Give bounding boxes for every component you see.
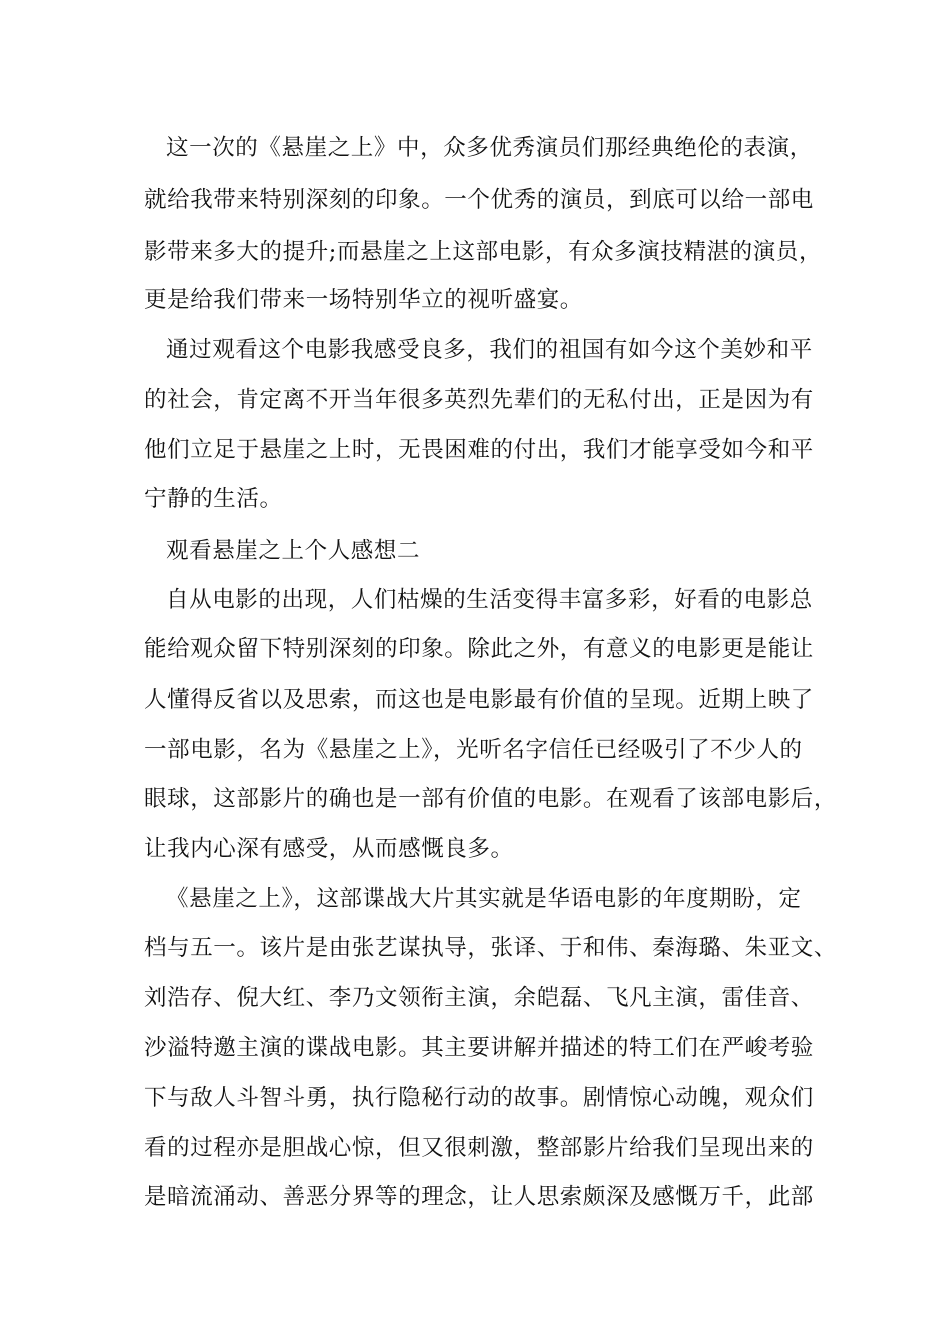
paragraph-4-line-3: 刘浩存、倪大红、李乃文领衔主演，余皑磊、飞凡主演，雷佳音、 [144,985,814,1011]
paragraph-2-line-3: 他们立足于悬崖之上时，无畏困难的付出，我们才能享受如今和平 [144,437,814,463]
paragraph-4-line-5: 下与敌人斗智斗勇，执行隐秘行动的故事。剧情惊心动魄，观众们 [144,1085,814,1111]
paragraph-2-line-1: 通过观看这个电影我感受良多，我们的祖国有如今这个美妙和平 [166,337,813,363]
paragraph-1-line-1: 这一次的《悬崖之上》中，众多优秀演员们那经典绝伦的表演， [166,135,813,161]
paragraph-4-line-7: 是暗流涌动、善恶分界等的理念，让人思索颇深及感慨万千，此部 [144,1184,814,1210]
paragraph-3-line-2: 能给观众留下特别深刻的印象。除此之外，有意义的电影更是能让 [144,636,814,662]
paragraph-3-line-5: 眼球，这部影片的确也是一部有价值的电影。在观看了该部电影后， [144,786,838,812]
paragraph-3-line-6: 让我内心深有感受，从而感慨良多。 [144,836,514,862]
paragraph-1-line-2: 就给我带来特别深刻的印象。一个优秀的演员，到底可以给一部电 [144,187,814,213]
paragraph-4-line-2: 档与五一。该片是由张艺谋执导，张译、于和伟、秦海璐、朱亚文、 [144,935,838,961]
paragraph-4-line-6: 看的过程亦是胆战心惊，但又很刺激，整部影片给我们呈现出来的 [144,1135,814,1161]
paragraph-1-line-4: 更是给我们带来一场特别华立的视听盛宴。 [144,287,583,313]
paragraph-2-line-2: 的社会，肯定离不开当年很多英烈先辈们的无私付出，正是因为有 [144,387,814,413]
paragraph-1-line-3: 影带来多大的提升;而悬崖之上这部电影，有众多演技精湛的演员， [144,239,823,265]
paragraph-4-line-4: 沙溢特邀主演的谍战电影。其主要讲解并描述的特工们在严峻考验 [144,1035,814,1061]
paragraph-3-line-1: 自从电影的出现，人们枯燥的生活变得丰富多彩，好看的电影总 [166,587,813,613]
paragraph-3-line-4: 一部电影，名为《悬崖之上》，光听名字信任已经吸引了不少人的 [144,737,803,763]
paragraph-3-line-3: 人懂得反省以及思索，而这也是电影最有价值的呈现。近期上映了 [144,687,814,713]
section-heading: 观看悬崖之上个人感想二 [166,538,421,564]
paragraph-2-line-4: 宁静的生活。 [144,486,283,512]
paragraph-4-line-1: 《悬崖之上》，这部谍战大片其实就是华语电影的年度期盼，定 [166,886,802,912]
